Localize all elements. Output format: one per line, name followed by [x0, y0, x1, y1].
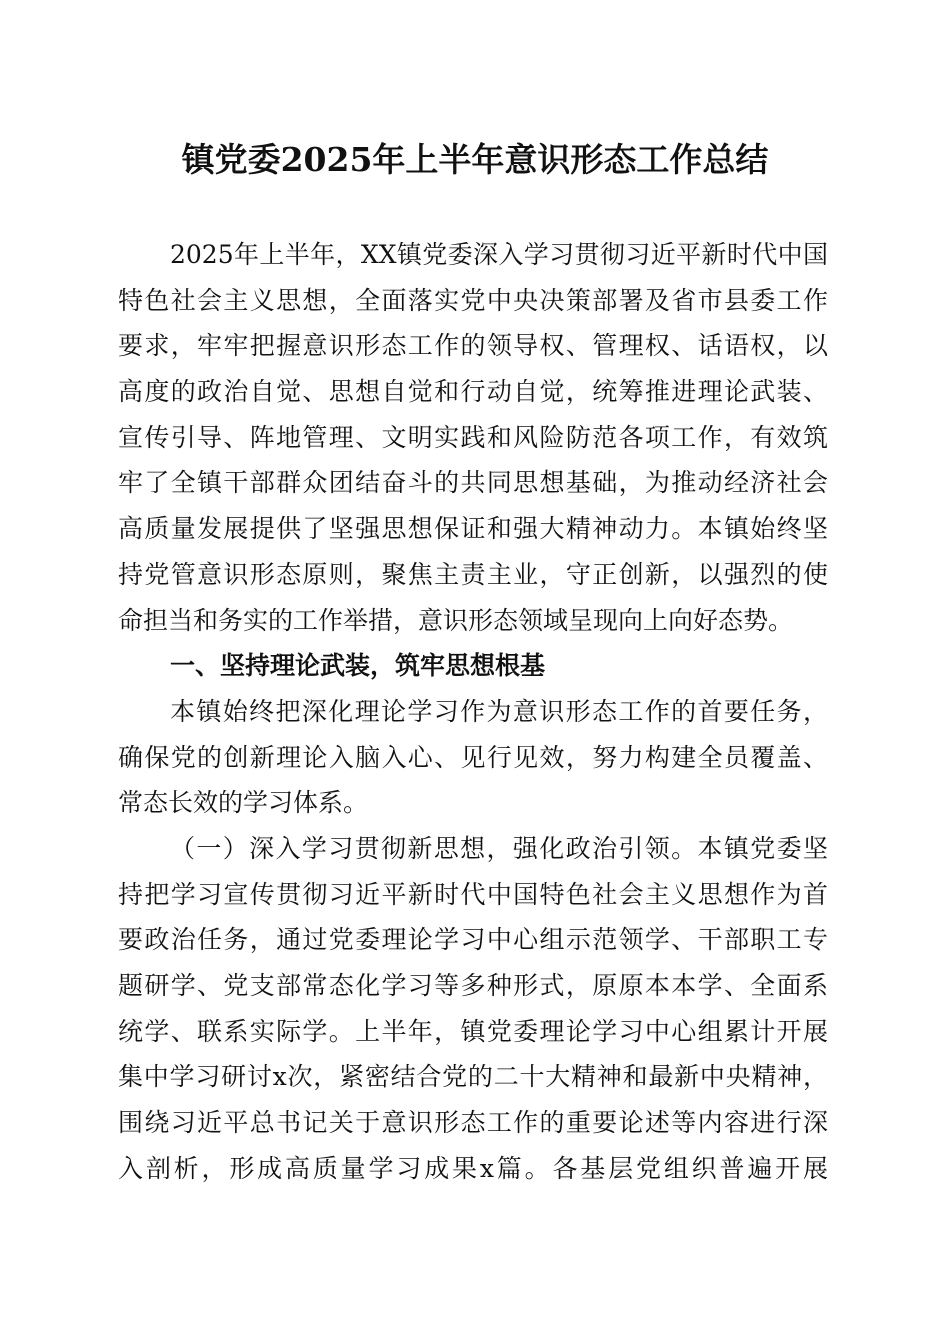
- paragraph-line: 集中学习研讨x次，紧密结合党的二十大精神和最新中央精神，: [118, 1062, 828, 1092]
- paragraph-line: 高度的政治自觉、思想自觉和行动自觉，统筹推进理论武装、: [118, 377, 828, 407]
- document-body: [118, 232, 828, 1191]
- paragraph-line: 牢了全镇干部群众团结奋斗的共同思想基础，为推动经济社会: [118, 468, 828, 498]
- section-heading: 一、坚持理论武装，筑牢思想根基: [170, 651, 546, 681]
- paragraph-line: 入剖析，形成高质量学习成果x篇。各基层党组织普遍开展: [118, 1153, 828, 1183]
- paragraph-line: 特色社会主义思想，全面落实党中央决策部署及省市县委工作: [118, 285, 828, 315]
- paragraph-line: 高质量发展提供了坚强思想保证和强大精神动力。本镇始终坚: [118, 514, 828, 544]
- paragraph-line: 统学、联系实际学。上半年，镇党委理论学习中心组累计开展: [118, 1016, 828, 1046]
- paragraph-line: 确保党的创新理论入脑入心、见行见效，努力构建全员覆盖、: [118, 742, 828, 772]
- paragraph-line: 本镇始终把深化理论学习作为意识形态工作的首要任务，: [170, 696, 828, 726]
- paragraph-line: 围绕习近平总书记关于意识形态工作的重要论述等内容进行深: [118, 1108, 828, 1138]
- paragraph-line: 持党管意识形态原则，聚焦主责主业，守正创新，以强烈的使: [118, 559, 828, 589]
- paragraph-line: 要政治任务，通过党委理论学习中心组示范领学、干部职工专: [118, 925, 828, 955]
- paragraph-line: 2025年上半年，XX镇党委深入学习贯彻习近平新时代中国: [170, 240, 828, 269]
- paragraph-line: 命担当和务实的工作举措，意识形态领域呈现向上向好态势。: [118, 605, 794, 635]
- paragraph-line: （一）深入学习贯彻新思想，强化政治引领。本镇党委坚: [170, 833, 828, 863]
- paragraph-line: 持把学习宣传贯彻习近平新时代中国特色社会主义思想作为首: [118, 879, 828, 909]
- paragraph-line: 常态长效的学习体系。: [118, 788, 369, 818]
- paragraph-line: 题研学、党支部常态化学习等多种形式，原原本本学、全面系: [118, 971, 828, 1000]
- paragraph-line: 要求，牢牢把握意识形态工作的领导权、管理权、话语权，以: [118, 331, 828, 361]
- paragraph-line: 宣传引导、阵地管理、文明实践和风险防范各项工作，有效筑: [118, 422, 828, 452]
- document-title: 镇党委2025年上半年意识形态工作总结: [181, 140, 769, 179]
